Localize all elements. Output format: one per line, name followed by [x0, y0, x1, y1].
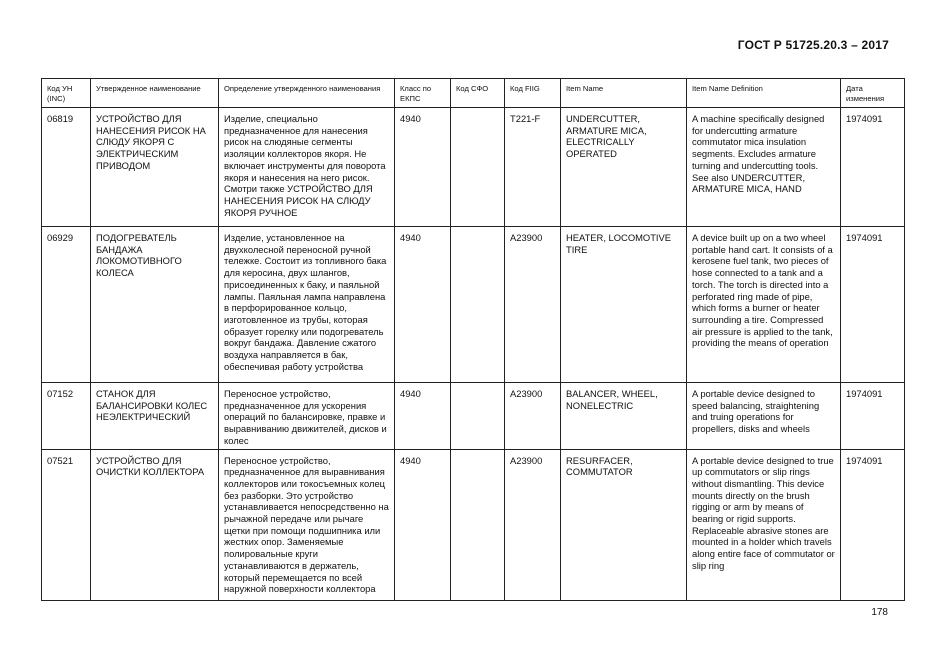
column-header-sfo-code: Код СФО [451, 79, 505, 108]
table-row [42, 108, 905, 227]
cell-change-date: 1974091 [841, 449, 905, 600]
table-row [42, 227, 905, 383]
cell-ekps-class: 4940 [395, 108, 451, 227]
column-header-item-name: Item Name [561, 79, 687, 108]
table-row [42, 449, 905, 600]
column-header-approved-name: Утвержденное наименование [91, 79, 219, 108]
cell-change-date: 1974091 [841, 227, 905, 383]
cell-inc: 06929 [42, 227, 91, 383]
cell-approved-name: ПОДОГРЕВАТЕЛЬ БАНДАЖА ЛОКОМОТИВНОГО КОЛЕСА [91, 227, 219, 383]
cell-sfo-code [451, 227, 505, 383]
cell-item-name: UNDERCUTTER, ARMATURE MICA, ELECTRICALLY OPERATED [561, 108, 687, 227]
cell-item-definition: A portable device designed to speed balancing, straightening and truing operations for propellers, disks and wheels [687, 383, 841, 450]
cell-fiig-code: A23900 [505, 227, 561, 383]
column-header-inc: Код УН (INC) [42, 79, 91, 108]
column-header-item-definition: Item Name Definition [687, 79, 841, 108]
cell-fiig-code: A23900 [505, 449, 561, 600]
cell-definition: Изделие, специально предназначенное для нанесения рисок на слюдяные сегменты изоляции коллекторов якоря. Не включает инструменты для поворота якоря и нанесения на него рисок. Смотри также УСТРОЙСТВО ДЛЯ НАНЕСЕНИЯ РИСОК НА СЛЮДУ ЯКОРЯ РУЧНОЕ [219, 108, 395, 227]
cell-definition: Переносное устройство, предназначенное для выравнивания коллекторов или токосъемных колец без разборки. Это устройство устанавливается непосредственно на рычажной передаче или рычаге щетки при помощи подшипника или жестких опор. Заменяемые полировальные круги устанавливаются в держатель, который перемещается по всей наружной поверхности коллектора [219, 449, 395, 600]
column-header-change-date: Дата изменения [841, 79, 905, 108]
cell-item-name: RESURFACER, COMMUTATOR [561, 449, 687, 600]
cell-change-date: 1974091 [841, 108, 905, 227]
cell-approved-name: УСТРОЙСТВО ДЛЯ НАНЕСЕНИЯ РИСОК НА СЛЮДУ ЯКОРЯ С ЭЛЕКТРИЧЕСКИМ ПРИВОДОМ [91, 108, 219, 227]
column-header-fiig-code: Код FIIG [505, 79, 561, 108]
cell-inc: 07521 [42, 449, 91, 600]
cell-ekps-class: 4940 [395, 227, 451, 383]
cell-sfo-code [451, 383, 505, 450]
table-header-row [42, 79, 905, 108]
column-header-definition: Определение утвержденного наименования [219, 79, 395, 108]
cell-sfo-code [451, 449, 505, 600]
cell-item-definition: A device built up on a two wheel portable hand cart. It consists of a kerosene fuel tank, two pieces of hose connected to a tank and a torch. The torch is directed into a perforated ring made of pipe, which forms a burner or heater surrounding a tire. Compressed air pressure is applied to the tank, providing the means of operation [687, 227, 841, 383]
cell-fiig-code: A23900 [505, 383, 561, 450]
cell-inc: 07152 [42, 383, 91, 450]
cell-item-definition: A portable device designed to true up commutators or slip rings without dismantling. This device mounts directly on the brush rigging or arm by means of bearing or rigid supports. Replaceable abrasive stones are mounted in a holder which travels along entire face of commutator or slip ring [687, 449, 841, 600]
cell-item-definition: A machine specifically designed for undercutting armature commutator mica insulation segments. Excludes armature turning and undercutting tools. See also UNDERCUTTER, ARMATURE MICA, HAND [687, 108, 841, 227]
cell-sfo-code [451, 108, 505, 227]
cell-approved-name: СТАНОК ДЛЯ БАЛАНСИРОВКИ КОЛЕС НЕЭЛЕКТРИЧЕСКИЙ [91, 383, 219, 450]
column-header-ekps-class: Класс по ЕКПС [395, 79, 451, 108]
cell-approved-name: УСТРОЙСТВО ДЛЯ ОЧИСТКИ КОЛЛЕКТОРА [91, 449, 219, 600]
table-row [42, 383, 905, 450]
cell-change-date: 1974091 [841, 383, 905, 450]
cell-ekps-class: 4940 [395, 383, 451, 450]
standard-designation: ГОСТ Р 51725.20.3 – 2017 [737, 38, 889, 52]
cell-item-name: BALANCER, WHEEL, NONELECTRIC [561, 383, 687, 450]
items-table [41, 78, 905, 601]
cell-definition: Изделие, установленное на двухколесной переносной ручной тележке. Состоит из топливного бака для керосина, двух шлангов, присоединенных к баку, и паяльной лампы. Паяльная лампа направлена в перфорированное кольцо, изготовленное из трубы, которая образует горелку или подогреватель вокруг бандажа. Давление сжатого воздуха направляется в бак, обеспечивая работу устройства [219, 227, 395, 383]
cell-inc: 06819 [42, 108, 91, 227]
cell-ekps-class: 4940 [395, 449, 451, 600]
cell-item-name: HEATER, LOCOMOTIVE TIRE [561, 227, 687, 383]
cell-fiig-code: T221-F [505, 108, 561, 227]
page-number: 178 [871, 607, 888, 618]
cell-definition: Переносное устройство, предназначенное для ускорения операций по балансировке, правке и выравниванию движителей, дисков и колес [219, 383, 395, 450]
